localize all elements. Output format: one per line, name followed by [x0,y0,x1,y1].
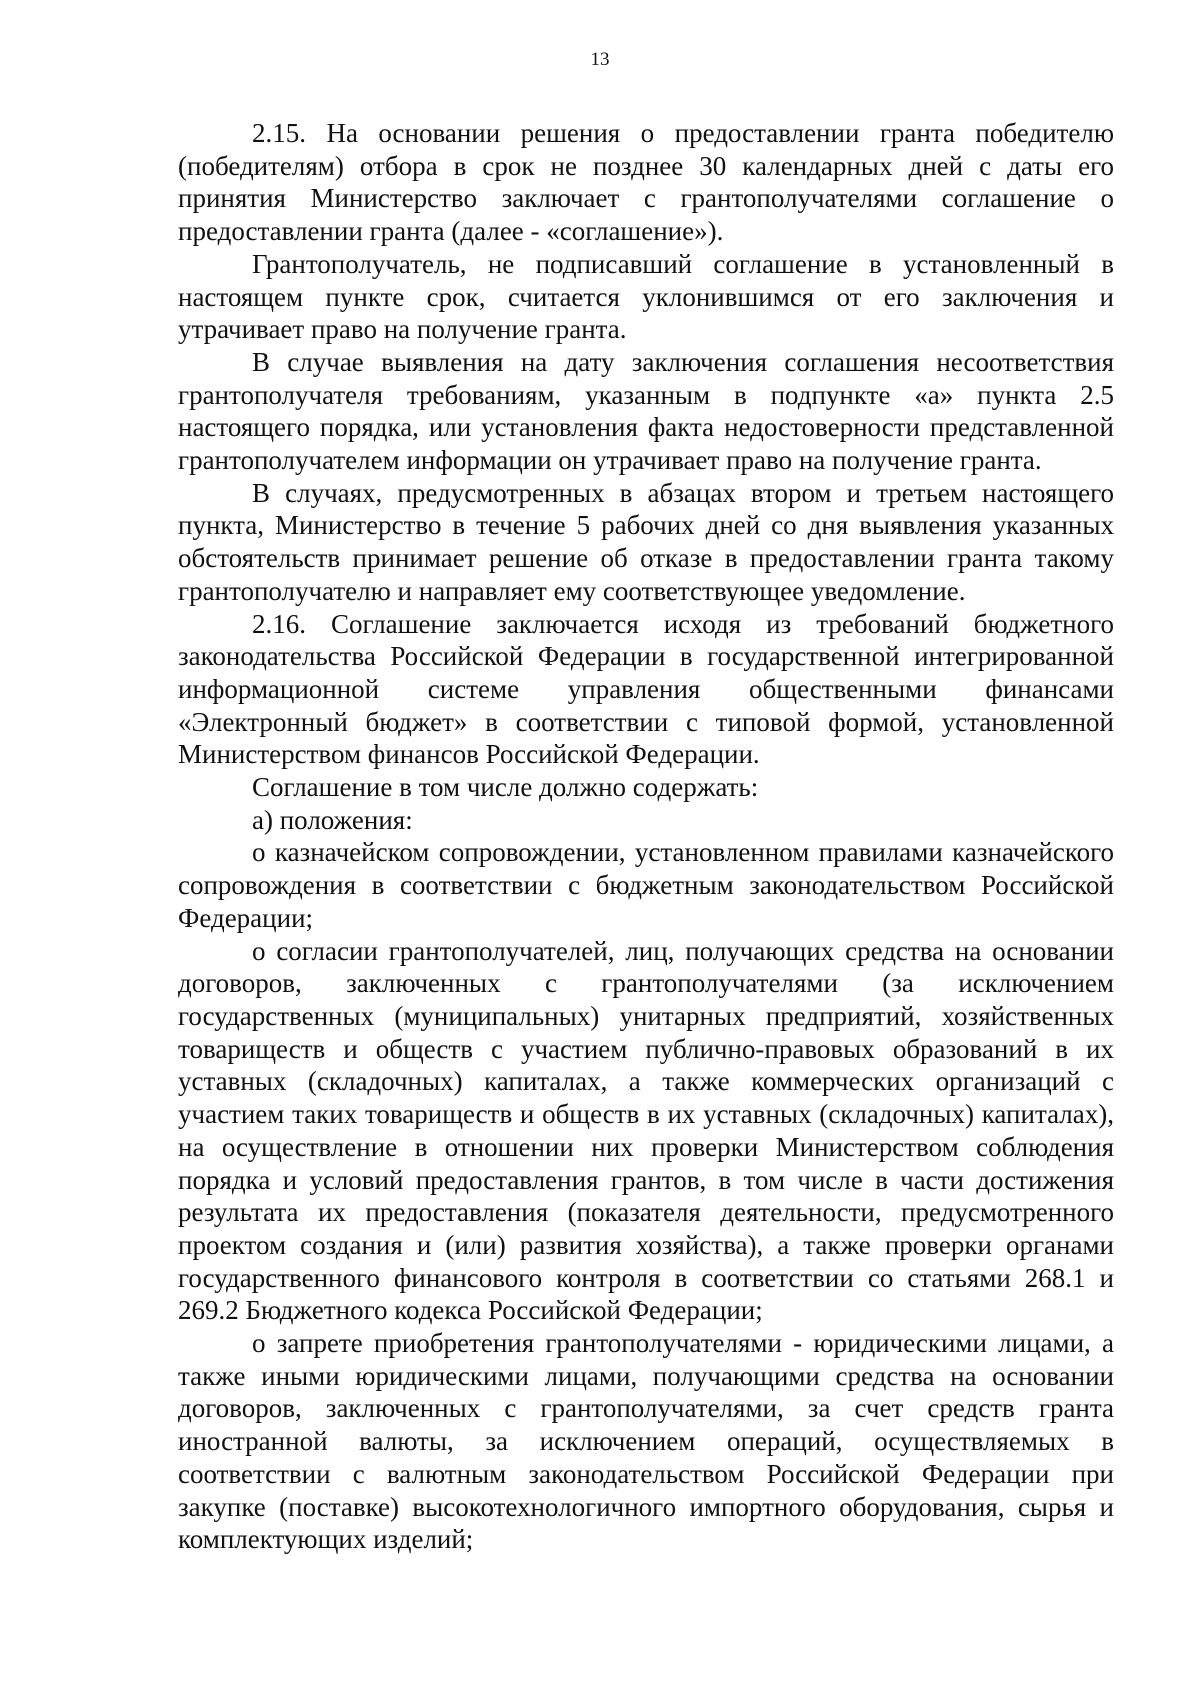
paragraph-foreign-currency-ban: о запрете приобретения грантополучателями - юридическими лицами, а также иными юридическими лицами, получающими средства на основании договоров, заключенных с грантополучателями, за счет средств гранта иностранной валюты, за исключением операций, осуществляемых в соответствии с валютным законодательством Российской Федерации при закупке (поставке) высокотехнологичного импортного оборудования, сырья и комплектующих изделий; [178,1328,1114,1555]
paragraph-2-15: 2.15. На основании решения о предоставлении гранта победителю (победителям) отбора в срок не позднее 30 календарных дней с даты его принятия Министерство заключает с грантополучателями соглашение о предоставлении гранта (далее - «соглашение»). [178,118,1114,247]
paragraph-refusal-decision: В случаях, предусмотренных в абзацах втором и третьем настоящего пункта, Министерство в течение 5 рабочих дней со дня выявления указанных обстоятельств принимает решение об отказе в предоставлении гранта такому грантополучателю и направляет ему соответствующее уведомление. [178,477,1114,606]
page-number: 13 [590,49,610,70]
paragraph-item-a: а) положения: [252,804,413,835]
paragraph-consent-to-audit: о согласии грантополучателей, лиц, получающих средства на основании договоров, заключенных с грантополучателями (за исключением государственных (муниципальных) унитарных предприятий, хозяйственных товариществ и обществ с участием публично-правовых образований в их уставных (складочных) капиталах, а также коммерческих организаций с участием таких товариществ и обществ в их уставных (складочных) капиталах), на осуществление в отношении них проверки Министерством соблюдения порядка и условий предоставления грантов, в том числе в части достижения результата их предоставления (показателя деятельности, предусмотренного проектом создания и (или) развития хозяйства), а также проверки органами государственного финансового контроля в соответствии со статьями 268.1 и 269.2 Бюджетного кодекса Российской Федерации; [178,935,1114,1326]
paragraph-noncompliance: В случае выявления на дату заключения соглашения несоответствия грантополучателя требованиям, указанным в подпункте «а» пункта 2.5 настоящего порядка, или установления факта недостоверности представленной грантополучателем информации он утрачивает право на получение гранта. [178,346,1114,476]
document-body [178,117,1114,1556]
paragraph-treasury-support: о казначейском сопровождении, установленном правилами казначейского сопровождения в соответствии с бюджетным законодательством Российской Федерации; [178,837,1114,933]
paragraph-refusal-to-sign: Грантополучатель, не подписавший соглашение в установленный в настоящем пункте срок, считается уклонившимся от его заключения и утрачивает право на получение гранта. [178,248,1114,345]
paragraph-agreement-contents: Соглашение в том числе должно содержать: [252,772,759,803]
paragraph-2-16: 2.16. Соглашение заключается исходя из требований бюджетного законодательства Российской Федерации в государственной интегрированной информационной системе управления общественными финансами «Электронный бюджет» в соответствии с типовой формой, установленной Министерством финансов Российской Федерации. [178,608,1114,770]
